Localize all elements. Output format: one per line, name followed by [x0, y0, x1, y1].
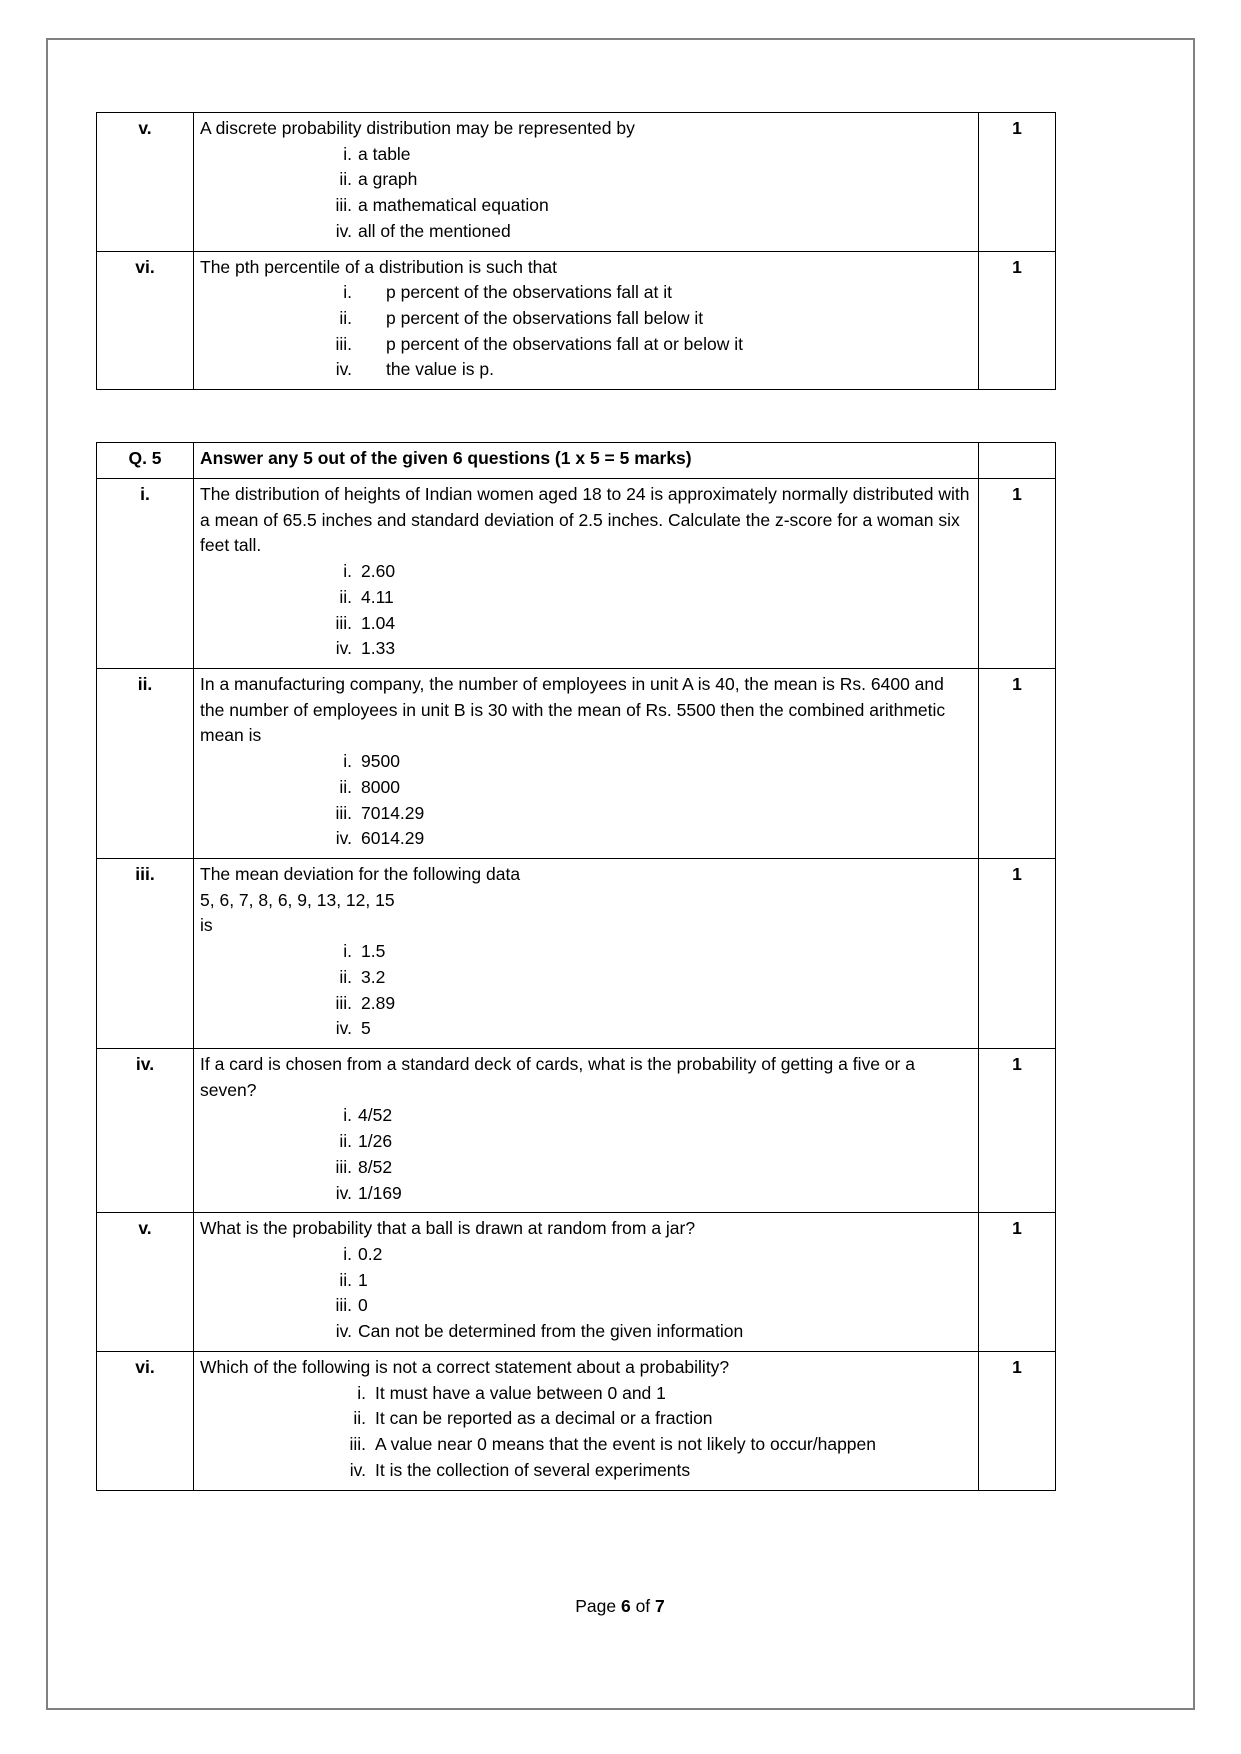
option-text: a mathematical equation: [358, 195, 549, 216]
option-item[interactable]: [200, 826, 972, 852]
footer-current-page: 6: [620, 1596, 631, 1616]
option-text: 2.60: [361, 561, 396, 582]
option-item[interactable]: [200, 1181, 972, 1207]
option-item[interactable]: [200, 1129, 972, 1155]
option-marker: i.: [357, 1382, 366, 1403]
option-text: 2.89: [361, 992, 396, 1013]
option-text: a table: [358, 143, 411, 164]
question-body: [194, 113, 979, 252]
option-item[interactable]: [200, 1242, 972, 1268]
question-marks: 1: [979, 113, 1056, 252]
option-list: [200, 280, 972, 383]
option-item[interactable]: [200, 167, 972, 193]
option-marker: iv.: [335, 1182, 352, 1203]
option-marker: iv.: [335, 828, 352, 849]
table-header-row: [97, 443, 1056, 479]
question-body: [194, 1049, 979, 1213]
question-number: vi.: [97, 251, 194, 390]
option-item[interactable]: [200, 1268, 972, 1294]
option-list: [200, 142, 972, 245]
option-marker: iii.: [349, 1434, 366, 1455]
option-list: [200, 559, 972, 662]
option-item[interactable]: [200, 306, 972, 332]
option-list: [200, 1381, 972, 1484]
question-marks: 1: [979, 1351, 1056, 1490]
option-item[interactable]: [200, 585, 972, 611]
option-text: 7014.29: [361, 802, 425, 823]
option-marker: i.: [343, 751, 352, 772]
table-row: [97, 251, 1056, 390]
option-text: 1/26: [358, 1131, 393, 1152]
option-marker: ii.: [339, 1269, 352, 1290]
option-item[interactable]: [200, 991, 972, 1017]
question-body: [194, 251, 979, 390]
option-text: 1: [358, 1269, 368, 1290]
option-marker: ii.: [339, 308, 352, 329]
option-text: 1.33: [361, 638, 396, 659]
option-text: 6014.29: [361, 828, 425, 849]
option-marker: iii.: [335, 1156, 352, 1177]
option-text: 3.2: [361, 966, 386, 987]
option-text: 5: [361, 1018, 371, 1039]
option-marker: ii.: [339, 776, 352, 797]
option-item[interactable]: [200, 142, 972, 168]
option-text: It must have a value between 0 and 1: [375, 1382, 666, 1403]
option-item[interactable]: [200, 1381, 972, 1407]
question-marks: 1: [979, 1049, 1056, 1213]
option-item[interactable]: [200, 1406, 972, 1432]
option-text: a graph: [358, 169, 418, 190]
option-item[interactable]: [200, 1432, 972, 1458]
option-text: 8000: [361, 776, 400, 797]
option-list: [200, 1103, 972, 1206]
option-list: [200, 749, 972, 852]
option-text: 1.5: [361, 941, 386, 962]
question-table-q5: [96, 442, 1056, 1490]
option-marker: i.: [343, 1105, 352, 1126]
table-row: [97, 668, 1056, 858]
option-text: 4.11: [361, 586, 394, 607]
question-stem: In a manufacturing company, the number of employees in unit A is 40, the mean is Rs. 6400 and the number of employees in unit B is 30 with the mean of Rs. 5500 then the combined arithmetic mean is: [200, 673, 946, 746]
question-number: iii.: [97, 858, 194, 1048]
option-item[interactable]: [200, 965, 972, 991]
question-number: v.: [97, 1213, 194, 1352]
option-marker: iv.: [335, 359, 352, 380]
question-stem: The pth percentile of a distribution is such that: [200, 256, 558, 277]
option-item[interactable]: [200, 801, 972, 827]
option-text: p percent of the observations fall at or below it: [386, 333, 744, 354]
question-group-label: Q. 5: [97, 443, 194, 479]
question-body: [194, 668, 979, 858]
question-number: i.: [97, 478, 194, 668]
question-data-values: 5, 6, 7, 8, 6, 9, 13, 12, 15: [200, 889, 395, 910]
option-marker: ii.: [339, 169, 352, 190]
option-marker: i.: [343, 941, 352, 962]
option-text: the value is p.: [386, 359, 494, 380]
option-marker: i.: [343, 561, 352, 582]
option-marker: i.: [343, 282, 352, 303]
table-row: [97, 1351, 1056, 1490]
question-stem: Which of the following is not a correct statement about a probability?: [200, 1356, 730, 1377]
option-text: 8/52: [358, 1156, 393, 1177]
question-stem: What is the probability that a ball is drawn at random from a jar?: [200, 1218, 696, 1239]
option-marker: iv.: [335, 220, 352, 241]
option-marker: iii.: [335, 333, 352, 354]
option-marker: iii.: [335, 992, 352, 1013]
question-marks: 1: [979, 668, 1056, 858]
option-item[interactable]: [200, 1458, 972, 1484]
page-content: [96, 112, 1144, 1616]
option-item[interactable]: [200, 1103, 972, 1129]
option-text: p percent of the observations fall at it: [386, 282, 672, 303]
option-item[interactable]: [200, 1155, 972, 1181]
question-marks: 1: [979, 1213, 1056, 1352]
option-item[interactable]: [200, 1293, 972, 1319]
option-marker: iii.: [335, 195, 352, 216]
option-item[interactable]: [200, 1319, 972, 1345]
option-text: 0.2: [358, 1244, 383, 1265]
footer-prefix: Page: [575, 1596, 621, 1616]
question-table-continued: [96, 112, 1056, 390]
question-stem: The distribution of heights of Indian women aged 18 to 24 is approximately normally distributed with a mean of 65.5 inches and standard deviation of 2.5 inches. Calculate the z-score for a woman six feet tall.: [200, 483, 970, 556]
option-text: Can not be determined from the given information: [358, 1321, 744, 1342]
option-marker: ii.: [339, 966, 352, 987]
question-stem-continued: is: [200, 915, 213, 936]
question-marks: 1: [979, 251, 1056, 390]
table-row: [97, 113, 1056, 252]
footer-total-pages: 7: [655, 1596, 665, 1616]
question-number: iv.: [97, 1049, 194, 1213]
option-text: 1.04: [361, 612, 396, 633]
option-marker: ii.: [339, 1131, 352, 1152]
question-stem: If a card is chosen from a standard deck of cards, what is the probability of getting a five or a seven?: [200, 1054, 915, 1100]
question-body: [194, 1213, 979, 1352]
option-text: p percent of the observations fall below it: [386, 308, 704, 329]
question-number: ii.: [97, 668, 194, 858]
option-item[interactable]: [200, 193, 972, 219]
option-item[interactable]: [200, 611, 972, 637]
question-group-marks: [979, 443, 1056, 479]
question-body: [194, 858, 979, 1048]
option-marker: i.: [343, 143, 352, 164]
question-body: [194, 1351, 979, 1490]
option-marker: iv.: [335, 638, 352, 659]
question-number: v.: [97, 113, 194, 252]
option-item[interactable]: [200, 939, 972, 965]
question-body: [194, 478, 979, 668]
option-item[interactable]: [200, 749, 972, 775]
option-marker: ii.: [353, 1408, 366, 1429]
table-row: [97, 858, 1056, 1048]
question-marks: 1: [979, 478, 1056, 668]
option-item[interactable]: [200, 559, 972, 585]
option-item[interactable]: [200, 219, 972, 245]
question-marks: 1: [979, 858, 1056, 1048]
option-item[interactable]: [200, 357, 972, 383]
question-number: vi.: [97, 1351, 194, 1490]
table-row: [97, 1213, 1056, 1352]
option-marker: iv.: [335, 1321, 352, 1342]
option-text: 4/52: [358, 1105, 393, 1126]
question-stem: A discrete probability distribution may be represented by: [200, 118, 635, 138]
footer-middle: of: [630, 1596, 656, 1616]
option-text: 1/169: [358, 1182, 402, 1203]
option-item[interactable]: [200, 1016, 972, 1042]
option-item[interactable]: [200, 332, 972, 358]
option-text: A value near 0 means that the event is not likely to occur/happen: [375, 1434, 877, 1455]
question-group-title: Answer any 5 out of the given 6 questions (1 x 5 = 5 marks): [194, 443, 979, 479]
option-marker: ii.: [339, 586, 352, 607]
option-item[interactable]: [200, 280, 972, 306]
option-marker: iv.: [335, 1018, 352, 1039]
option-marker: iv.: [349, 1459, 366, 1480]
option-marker: iii.: [335, 802, 352, 823]
option-marker: i.: [343, 1244, 352, 1265]
option-text: It can be reported as a decimal or a fraction: [375, 1408, 713, 1429]
table-row: [97, 478, 1056, 668]
table-row: [97, 1049, 1056, 1213]
option-marker: iii.: [335, 1295, 352, 1316]
option-marker: iii.: [335, 612, 352, 633]
option-text: It is the collection of several experiments: [375, 1459, 691, 1480]
option-list: [200, 1242, 972, 1345]
option-text: 0: [358, 1295, 368, 1316]
question-stem: The mean deviation for the following data: [200, 863, 521, 884]
option-text: 9500: [361, 751, 400, 772]
page-footer: [96, 1596, 1144, 1617]
section-gap: [96, 390, 1144, 442]
option-item[interactable]: [200, 775, 972, 801]
option-item[interactable]: [200, 636, 972, 662]
option-text: all of the mentioned: [358, 220, 511, 241]
option-list: [200, 939, 972, 1042]
